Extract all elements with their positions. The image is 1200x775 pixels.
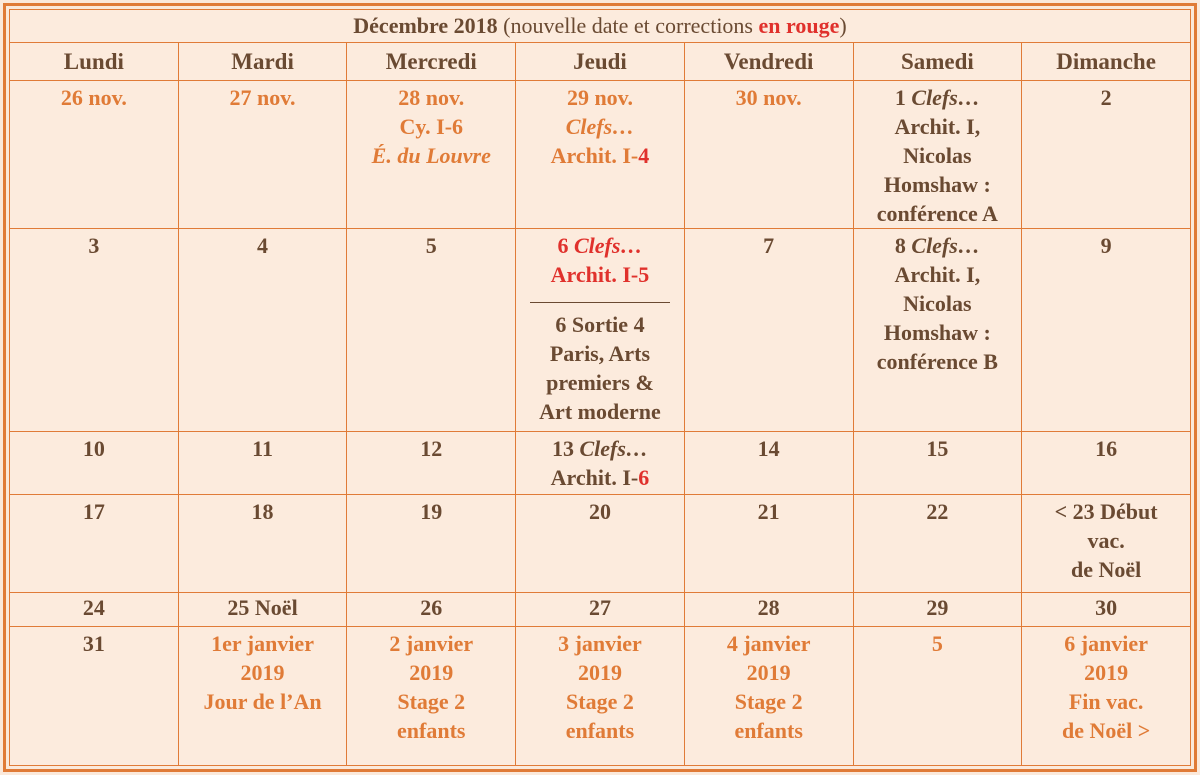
header-lundi: Lundi (10, 43, 179, 81)
day-date: 12 (420, 436, 443, 461)
event-line: Nicolas (903, 143, 972, 168)
event-title: Clefs… (565, 114, 635, 139)
header-vendredi: Vendredi (684, 43, 853, 81)
day-cell-dec-2 (1022, 81, 1191, 229)
week-row (10, 495, 1191, 593)
day-cell-jan-6 (1022, 627, 1191, 766)
day-cell-dec-3 (10, 229, 179, 432)
day-cell-dec-1 (853, 81, 1022, 229)
event-title (858, 231, 1018, 260)
week-row (10, 81, 1191, 229)
day-date: 16 (1095, 436, 1118, 461)
week-row (10, 229, 1191, 432)
event-line: Homshaw : (883, 320, 991, 345)
day-cell-jan-4 (684, 627, 853, 766)
day-cell-dec-8 (853, 229, 1022, 432)
event-line: Fin vac. (1068, 689, 1144, 714)
header-dimanche: Dimanche (1022, 43, 1191, 81)
day-cell-jan-3 (516, 627, 685, 766)
day-cell-dec-18 (178, 495, 347, 593)
day-year: 2019 (240, 660, 285, 685)
weekday-header-row (10, 43, 1191, 81)
event-title (520, 434, 680, 463)
day-cell-dec-27 (516, 593, 685, 627)
day-date: 21 (757, 499, 780, 524)
day-cell-dec-19 (347, 495, 516, 593)
day-cell-dec-26 (347, 593, 516, 627)
day-cell-nov-30 (684, 81, 853, 229)
event-line: de Noël (1070, 557, 1142, 582)
event-line: conférence A (876, 201, 998, 226)
day-cell-dec-6 (516, 229, 685, 432)
day-date: 2 (1100, 85, 1112, 110)
day-date: 27 nov. (229, 85, 296, 110)
day-cell-dec-25 (178, 593, 347, 627)
day-cell-dec-14 (684, 432, 853, 495)
event-detail-text: Archit. I- (550, 143, 639, 168)
header-samedi: Samedi (853, 43, 1022, 81)
day-date: 6 (557, 233, 574, 258)
event-line: de Noël > (1061, 718, 1151, 743)
day-cell-dec-13 (516, 432, 685, 495)
header-mercredi: Mercredi (347, 43, 516, 81)
event-line: Paris, Arts (549, 341, 651, 366)
event-line: < 23 Début (1054, 499, 1158, 524)
day-date: 10 (82, 436, 105, 461)
week-row (10, 627, 1191, 766)
event-line: Stage 2 (397, 689, 466, 714)
header-mardi: Mardi (178, 43, 347, 81)
day-date: 29 (926, 595, 949, 620)
day-date: 18 (251, 499, 274, 524)
week-row (10, 432, 1191, 495)
event-line: 6 Sortie 4 (555, 312, 645, 337)
event-line: Nicolas (903, 291, 972, 316)
day-cell-dec-29 (853, 593, 1022, 627)
day-cell-dec-24 (10, 593, 179, 627)
day-date: 26 nov. (60, 85, 127, 110)
day-cell-dec-7 (684, 229, 853, 432)
day-date: 2 janvier (389, 631, 474, 656)
day-cell-nov-29 (516, 81, 685, 229)
event-title (520, 231, 680, 260)
day-cell-dec-22 (853, 495, 1022, 593)
day-date: 28 (757, 595, 780, 620)
event-line: Stage 2 (734, 689, 803, 714)
event-line: enfants (565, 718, 635, 743)
day-cell-dec-23 (1022, 495, 1191, 593)
day-date: 30 (1095, 595, 1118, 620)
day-cell-dec-5 (347, 229, 516, 432)
event-course-detail: É. du Louvre (371, 143, 491, 168)
day-date: 17 (82, 499, 105, 524)
event-correction: 6 (638, 465, 650, 490)
day-cell-jan-1 (178, 627, 347, 766)
title-month: Décembre 2018 (353, 13, 498, 38)
day-date: 11 (252, 436, 273, 461)
day-date: 20 (588, 499, 611, 524)
calendar-frame (3, 3, 1197, 772)
day-cell-dec-21 (684, 495, 853, 593)
day-cell-nov-27 (178, 81, 347, 229)
day-date: 5 (931, 631, 943, 656)
day-cell-dec-17 (10, 495, 179, 593)
event-title-text: Clefs… (579, 436, 648, 461)
day-date: 3 (88, 233, 100, 258)
day-cell-dec-30 (1022, 593, 1191, 627)
event-detail (520, 141, 680, 170)
day-year: 2019 (409, 660, 454, 685)
day-date: 30 nov. (735, 85, 802, 110)
day-cell-dec-28 (684, 593, 853, 627)
day-cell-jan-5 (853, 627, 1022, 766)
event-detail-text: Archit. I- (550, 465, 639, 490)
day-cell-dec-20 (516, 495, 685, 593)
day-cell-dec-15 (853, 432, 1022, 495)
event-title (858, 83, 1018, 112)
day-date: 1 (894, 85, 912, 110)
event-line: Art moderne (539, 399, 661, 424)
title-note-close: ) (839, 13, 847, 38)
day-date: 8 (894, 233, 912, 258)
event-line: Archit. I, (894, 114, 981, 139)
day-date: 13 (551, 436, 580, 461)
event-title-text: Clefs… (573, 233, 643, 258)
day-cell-jan-2 (347, 627, 516, 766)
day-cell-dec-12 (347, 432, 516, 495)
calendar-table (9, 9, 1191, 766)
event-line: conférence B (876, 349, 998, 374)
day-date: 4 (257, 233, 269, 258)
day-date: 5 (425, 233, 437, 258)
day-cell-dec-31 (10, 627, 179, 766)
divider (530, 302, 670, 303)
day-date: 15 (926, 436, 949, 461)
event-line: vac. (1087, 528, 1125, 553)
day-date: 24 (82, 595, 105, 620)
event-line: Archit. I, (894, 262, 981, 287)
event-line: premiers & (546, 370, 654, 395)
event-line: enfants (734, 718, 803, 743)
day-cell-nov-28 (347, 81, 516, 229)
day-cell-dec-11 (178, 432, 347, 495)
day-date: 3 janvier (558, 631, 642, 656)
day-date: 27 (588, 595, 611, 620)
event-detail (520, 463, 680, 492)
event-correction: 4 (638, 143, 650, 168)
day-date: 22 (926, 499, 949, 524)
title-red-note: en rouge (758, 13, 840, 38)
day-date: 1er janvier (211, 631, 314, 656)
day-date: 25 Noël (227, 595, 298, 620)
header-jeudi: Jeudi (516, 43, 685, 81)
title-note: (nouvelle date et corrections (497, 13, 759, 38)
event-title-text: Clefs… (911, 233, 980, 258)
event-line: Jour de l’An (203, 689, 322, 714)
day-cell-dec-16 (1022, 432, 1191, 495)
event-title-text: Clefs… (911, 85, 980, 110)
day-cell-dec-9 (1022, 229, 1191, 432)
day-cell-dec-10 (10, 432, 179, 495)
day-date: 9 (1100, 233, 1112, 258)
day-cell-nov-26 (10, 81, 179, 229)
day-cell-dec-4 (178, 229, 347, 432)
week-row (10, 593, 1191, 627)
day-date: 19 (420, 499, 443, 524)
day-year: 2019 (1084, 660, 1129, 685)
calendar-title (10, 10, 1191, 43)
day-year: 2019 (746, 660, 791, 685)
event-line: Stage 2 (566, 689, 634, 714)
day-date: 31 (82, 631, 105, 656)
event-line: Homshaw : (883, 172, 991, 197)
day-date: 4 janvier (726, 631, 811, 656)
day-date: 14 (757, 436, 780, 461)
day-date: 6 janvier (1064, 631, 1148, 656)
day-date: 29 nov. (566, 85, 633, 110)
day-date: 26 (420, 595, 443, 620)
day-date: 7 (763, 233, 775, 258)
day-date: 28 nov. (398, 85, 465, 110)
event-detail: Archit. I-5 (550, 262, 650, 287)
event-course: Cy. I-6 (399, 114, 464, 139)
day-year: 2019 (577, 660, 622, 685)
event-line: enfants (397, 718, 466, 743)
